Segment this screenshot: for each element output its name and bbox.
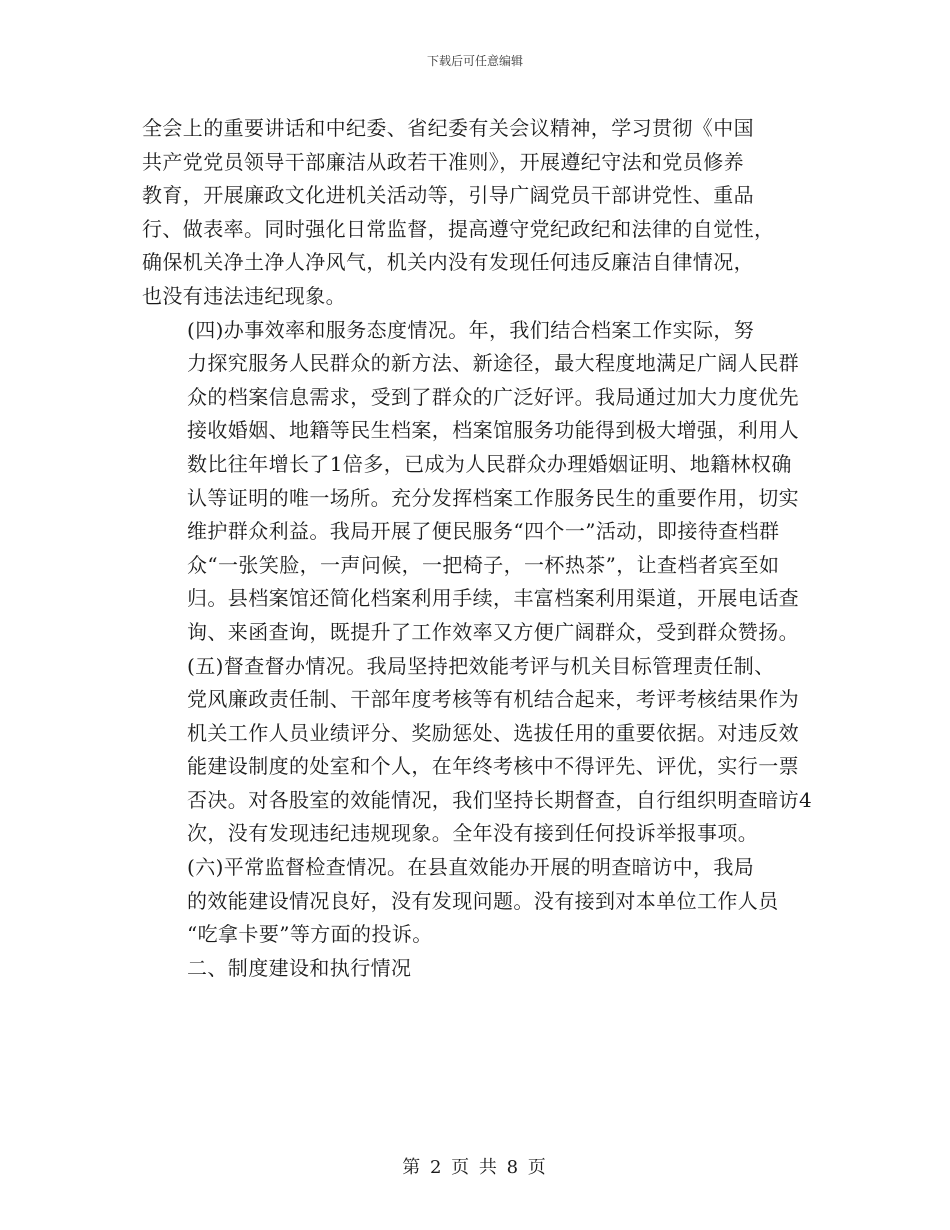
text-line: (五)督查督办情况。我局坚持把效能考评与机关目标管理责任制、 bbox=[187, 653, 775, 678]
paragraph bbox=[142, 112, 802, 314]
page-header: 下载后可任意编辑 bbox=[426, 54, 523, 68]
text-line: 接收婚姻、地籍等民生档案，档案馆服务功能得到极大增强，利用人 bbox=[187, 418, 799, 443]
text-line: 共产党党员领导干部廉洁从政若干准则》，开展遵纪守法和党员修养 bbox=[142, 149, 744, 174]
text-line: 教育，开展廉政文化进机关活动等，引导广阔党员干部讲党性、重品 bbox=[142, 183, 754, 208]
text-line: “吃拿卡要”等方面的投诉。 bbox=[187, 922, 433, 947]
text-line: 数比往年增长了1倍多，已成为人民群众办理婚姻证明、地籍林权确 bbox=[187, 451, 792, 476]
text-line: 否决。对各股室的效能情况，我们坚持长期督查，自行组织明查暗访4 bbox=[187, 787, 813, 812]
text-line: 二、制度建设和执行情况 bbox=[187, 955, 412, 980]
text-line: 维护群众利益。我局开展了便民服务“四个一”活动，即接待查档群 bbox=[187, 519, 780, 544]
text-line: 能建设制度的处室和个人，在年终考核中不得评先、评优，实行一票 bbox=[187, 754, 799, 779]
text-line: 的效能建设情况良好，没有发现问题。没有接到对本单位工作人员 bbox=[187, 888, 779, 913]
text-line: 众“一张笑脸，一声问候，一把椅子，一杯热茶”，让查档者宾至如 bbox=[187, 552, 780, 577]
document-body bbox=[142, 112, 813, 985]
text-line: 众的档案信息需求，受到了群众的广泛好评。我局通过加大力度优先 bbox=[187, 384, 799, 409]
text-line: 次，没有发现违纪违规现象。全年没有接到任何投诉举报事项。 bbox=[187, 821, 759, 846]
text-line: 行、做表率。同时强化日常监督，提高遵守党纪政纪和法律的自觉性， bbox=[142, 216, 775, 241]
text-line: 机关工作人员业绩评分、奖励惩处、选拔任用的重要依据。对违反效 bbox=[187, 720, 799, 745]
paragraph bbox=[142, 314, 802, 650]
text-line: 也没有违法违纪现象。 bbox=[142, 283, 346, 308]
text-line: (六)平常监督检查情况。在县直效能办开展的明查暗访中，我局 bbox=[187, 855, 755, 880]
text-line: 确保机关净土净人净风气，机关内没有发现任何违反廉洁自律情况， bbox=[142, 250, 754, 275]
paragraph bbox=[142, 851, 802, 952]
text-line: 归。县档案馆还简化档案利用手续，丰富档案利用渠道，开展电话查 bbox=[187, 586, 799, 611]
paragraph bbox=[142, 650, 813, 852]
text-line: 询、来函查询，既提升了工作效率又方便广阔群众，受到群众赞扬。 bbox=[187, 619, 799, 644]
text-line: 认等证明的唯一场所。充分发挥档案工作服务民生的重要作用，切实 bbox=[187, 485, 799, 510]
paragraph bbox=[142, 952, 802, 986]
text-line: (四)办事效率和服务态度情况。年，我们结合档案工作实际，努 bbox=[187, 317, 755, 342]
page-footer: 第 2 页 共 8 页 bbox=[402, 1157, 548, 1178]
text-line: 党风廉政责任制、干部年度考核等有机结合起来，考评考核结果作为 bbox=[187, 687, 799, 712]
text-line: 全会上的重要讲话和中纪委、省纪委有关会议精神，学习贯彻《中国 bbox=[142, 116, 754, 140]
text-line: 力探究服务人民群众的新方法、新途径，最大程度地满足广阔人民群 bbox=[187, 351, 799, 376]
